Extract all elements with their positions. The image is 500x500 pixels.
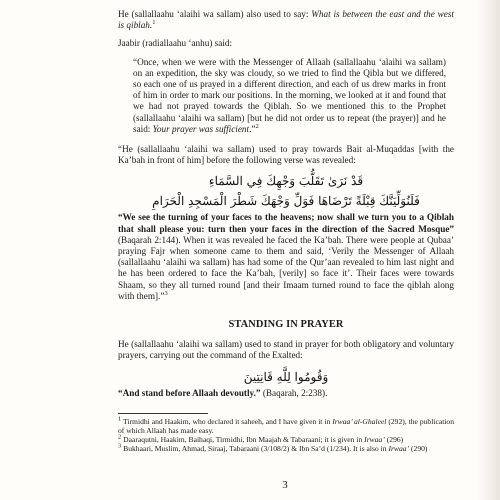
- paragraph-bait-al-muqaddas: “He (sallallaahu ‘alaihi wa sallam) used to pray towards Bait al-Muqaddas [with the Ka’bah in front of him] before the following verse was revealed:: [118, 144, 454, 166]
- footnote-tail: (296): [384, 435, 404, 445]
- footnote-tail: (292), the publication of which Allaah has made easy.: [118, 417, 455, 436]
- paragraph-text: He (sallallaahu ‘alaihi wa sallam) also used to say:: [118, 9, 312, 19]
- block-quote-jaabir: [133, 57, 446, 135]
- footnote-1: [118, 417, 454, 435]
- arabic-verse-2: فَلَنُوَلِّيَنَّكَ قِبْلَةً تَرْضَاهَا فَوَلِّ وَجْهَكَ شَطْرَ الْمَسْجِدِ الْحَرَامِ: [152, 194, 420, 209]
- page-number: 3: [282, 479, 288, 491]
- arabic-verse-3: وَقُومُوا لِلَّهِ قَانِتِينَ: [243, 369, 329, 384]
- quote-end: .”: [249, 123, 256, 134]
- footnote-2: [118, 435, 454, 444]
- quote-text: “Once, when we were with the Messenger of Allaah (sallallaahu ‘alaihi wa sallam) on an expedition, the sky was cloudy, so we tried to find the Qibla but we differed, so each one of us prayed in a different direction, and each of us drew marks in front of him in order to mark our positions. In the morning, we looked at it and found that we had not prayed towards the Qiblah. So we mentioned this to the Prophet (sallallaahu ‘alaihi wa sallam) [but he did not order us to repeat (the prayer)] and he said:: [133, 56, 446, 134]
- footnote-italic: Irwaa’ al-Ghaleel: [332, 417, 387, 426]
- footnote-marker: 2: [255, 122, 259, 130]
- footnote-number: 3: [118, 442, 122, 450]
- paragraph-qiblah-verse: [118, 212, 454, 302]
- paragraph-stand-devoutly: [118, 388, 454, 399]
- footnote-italic: Irwaa’: [364, 435, 385, 445]
- verse-translation: “We see the turning of your faces to the heavens; now shall we turn you to a Qiblah that shall please you: turn then your faces in the direction of the Sacred Mosque”: [118, 212, 454, 234]
- footnote-3: [118, 444, 454, 453]
- footnotes: [118, 417, 454, 453]
- footnote-text: Bukhaari, Muslim, Ahmad, Siraaj, Tabaraani (3/108/2) & Ibn Sa’d (1/234). It is also in: [121, 444, 389, 454]
- footnote-marker: 3: [164, 289, 168, 297]
- footnote-number: 2: [118, 433, 122, 441]
- section-heading: STANDING IN PRAYER: [228, 319, 344, 331]
- footnote-marker: 1: [152, 19, 156, 27]
- footnote-tail: (290): [409, 444, 428, 454]
- footnote-text: Tirmidhi and Haakim, who declared it saheeh, and I have given it in: [121, 417, 333, 426]
- footnote-number: 1: [118, 415, 122, 423]
- hadith-italic: What is between the east and the west is qiblah.: [118, 9, 454, 31]
- arabic-verse-1: قَدْ نَرَىٰ تَقَلُّبَ وَجْهِكَ فِي السَّمَاءِ: [208, 174, 364, 189]
- verse-translation: “And stand before Allaah devoutly.”: [118, 387, 261, 398]
- paragraph-standing: He (sallallaahu ‘alaihi wa sallam) used to stand in prayer for both obligatory and voluntary prayers, carrying out the command of the Exalted:: [118, 339, 454, 361]
- paragraph-text: (Baqarah, 2:238).: [260, 387, 328, 398]
- quote-italic: Your prayer was sufficient: [152, 123, 250, 134]
- paragraph-jaabir: Jaabir (radiallaahu ‘anhu) said:: [118, 38, 233, 49]
- paragraph-text: (Baqarah 2:144). When it was revealed he faced the Ka’bah. There were people at Qubaa’ praying Fajr when someone came to them and said, ‘Verily the Messenger of Allaah (sallallaahu ‘alaihi wa sallam) has had some of the Qur’aan revealed to him last night and he has been ordered to face the Ka’bah, [verily] so face it’. Their faces were towards Shaam, so they all turned round [and their Imaam turned round to face the qiblah along with them].”: [118, 234, 454, 301]
- paragraph-east-west: [118, 9, 454, 31]
- footnote-text: Daaraqutni, Haakim, Baihaqi, Tirmidhi, Ibn Maajah & Tabaraani; it is given in: [121, 435, 365, 445]
- footnote-italic: Irwaa’: [388, 444, 410, 454]
- footnote-divider: [118, 413, 208, 414]
